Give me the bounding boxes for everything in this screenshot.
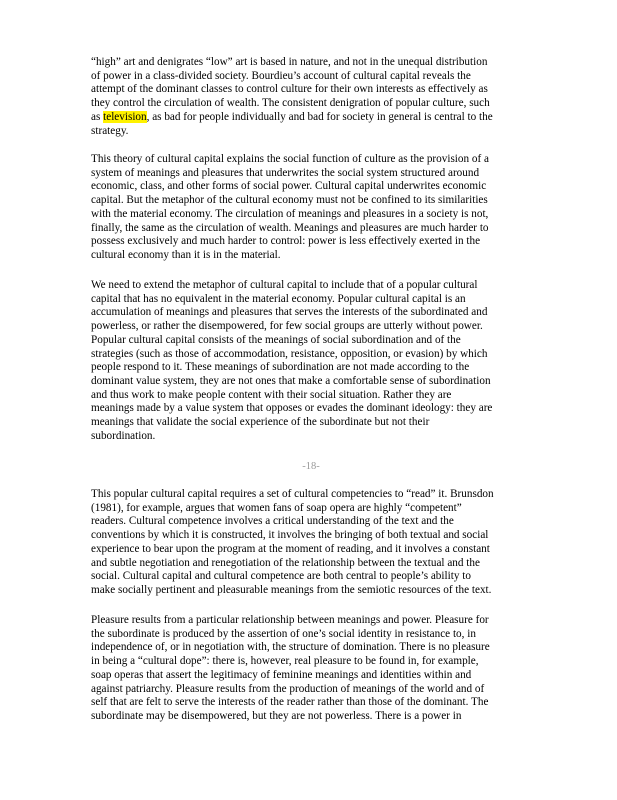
paragraph-1	[91, 56, 493, 138]
text-line: This popular cultural capital requires a set of cultural competencies to “read” it. Brunsdon	[91, 488, 494, 500]
text-line: with the material economy. The circulation of meanings and pleasures in a society is not,	[91, 207, 489, 220]
text-line: dominant value system, they are not ones that make a comfortable sense of subordination	[91, 375, 491, 388]
text-line: capital that has no equivalent in the material economy. Popular cultural capital is an	[91, 292, 466, 305]
text-line: finally, the same as the circulation of wealth. Meanings and pleasures are much harder to	[91, 221, 489, 234]
text-line: strategy.	[91, 124, 129, 137]
text-line: Pleasure results from a particular relationship between meanings and power. Pleasure for	[91, 614, 489, 626]
text-line: and subtle negotiation and renegotiation of the relationship between the textual and the	[91, 556, 480, 569]
text-line: experience to bear upon the program at the moment of reading, and it involves a constant	[91, 542, 490, 555]
text-line: self that are felt to serve the interests of the reader rather than those of the dominant. The	[91, 696, 489, 709]
text-line: capital. But the metaphor of the cultural economy must not be confined to its similarities	[91, 194, 488, 207]
text-line	[91, 111, 493, 125]
text-line: independence of, or in negotiation with, the structure of domination. There is no pleasure	[91, 641, 490, 654]
text-line: people respond to it. These meanings of subordination are not made according to the	[91, 361, 470, 374]
text-line: they control the circulation of wealth. The consistent denigration of popular culture, such	[91, 97, 490, 110]
text-line: social. Cultural capital and cultural competence are both central to people’s ability to	[91, 570, 471, 583]
text-fragment: as	[91, 110, 104, 123]
text-line: cultural economy than it is in the material.	[91, 249, 281, 262]
text-line: make socially pertinent and pleasurable meanings from the semiotic resources of the text.	[91, 584, 492, 597]
highlighted-word[interactable]: television	[103, 110, 147, 123]
text-line: in being a “cultural dope”: there is, however, real pleasure to be found in, for example,	[91, 655, 479, 668]
paragraph-5	[91, 614, 490, 724]
page-number: -18-	[302, 461, 320, 472]
text-line: subordinate may be disempowered, but they are not powerless. There is a power in	[91, 710, 462, 723]
text-line: system of meanings and pleasures that underwrites the social system structured around	[91, 166, 480, 179]
text-line: attempt of the dominant classes to control culture for their own interests as effectively as	[91, 83, 488, 96]
text-fragment: , as bad for people individually and bad for society in general is central to the	[146, 110, 493, 123]
text-line: the subordinate is produced by the assertion of one’s social identity in resistance to, in	[91, 627, 476, 640]
text-line: against patriarchy. Pleasure results from the production of meanings of the world and of	[91, 682, 485, 695]
paragraph-2	[91, 153, 489, 263]
text-line: conventions by which it is constructed, it involves the bringing of both textual and social	[91, 529, 489, 542]
text-line: readers. Cultural competence involves a critical understanding of the text and the	[91, 515, 454, 528]
text-line: powerless, or rather the disempowered, for few social groups are utterly without power.	[91, 320, 483, 333]
text-line: soap operas that assert the legitimacy of feminine meanings and identities within and	[91, 668, 472, 681]
paragraph-3	[91, 279, 492, 444]
paragraph-4	[91, 488, 494, 598]
text-line: strategies (such as those of accommodation, resistance, opposition, or evasion) by which	[91, 347, 488, 360]
text-line: of power in a class-divided society. Bourdieu’s account of cultural capital reveals the	[91, 69, 471, 82]
text-line: “high” art and denigrates “low” art is based in nature, and not in the unequal distribution	[91, 56, 488, 68]
text-line: meanings that validate the social experience of the subordinate but not their	[91, 416, 430, 429]
text-line: (1981), for example, argues that women fans of soap opera are highly “competent”	[91, 501, 462, 514]
text-line: This theory of cultural capital explains the social function of culture as the provision of a	[91, 153, 489, 165]
text-line: accumulation of meanings and pleasures that serves the interests of the subordinated and	[91, 306, 488, 319]
text-line: possess exclusively and much harder to control: power is less effectively exerted in the	[91, 235, 481, 248]
text-line: We need to extend the metaphor of cultural capital to include that of a popular cultural	[91, 279, 478, 291]
text-line: meanings made by a value system that opposes or evades the dominant ideology: they are	[91, 402, 493, 415]
text-line: Popular cultural capital consists of the meanings of social subordination and of the	[91, 333, 461, 346]
text-line: and thus work to make people content with their social situation. Rather they are	[91, 388, 452, 401]
text-line: economic, class, and other forms of social power. Cultural capital underwrites economic	[91, 180, 487, 193]
text-line: subordination.	[91, 429, 156, 442]
